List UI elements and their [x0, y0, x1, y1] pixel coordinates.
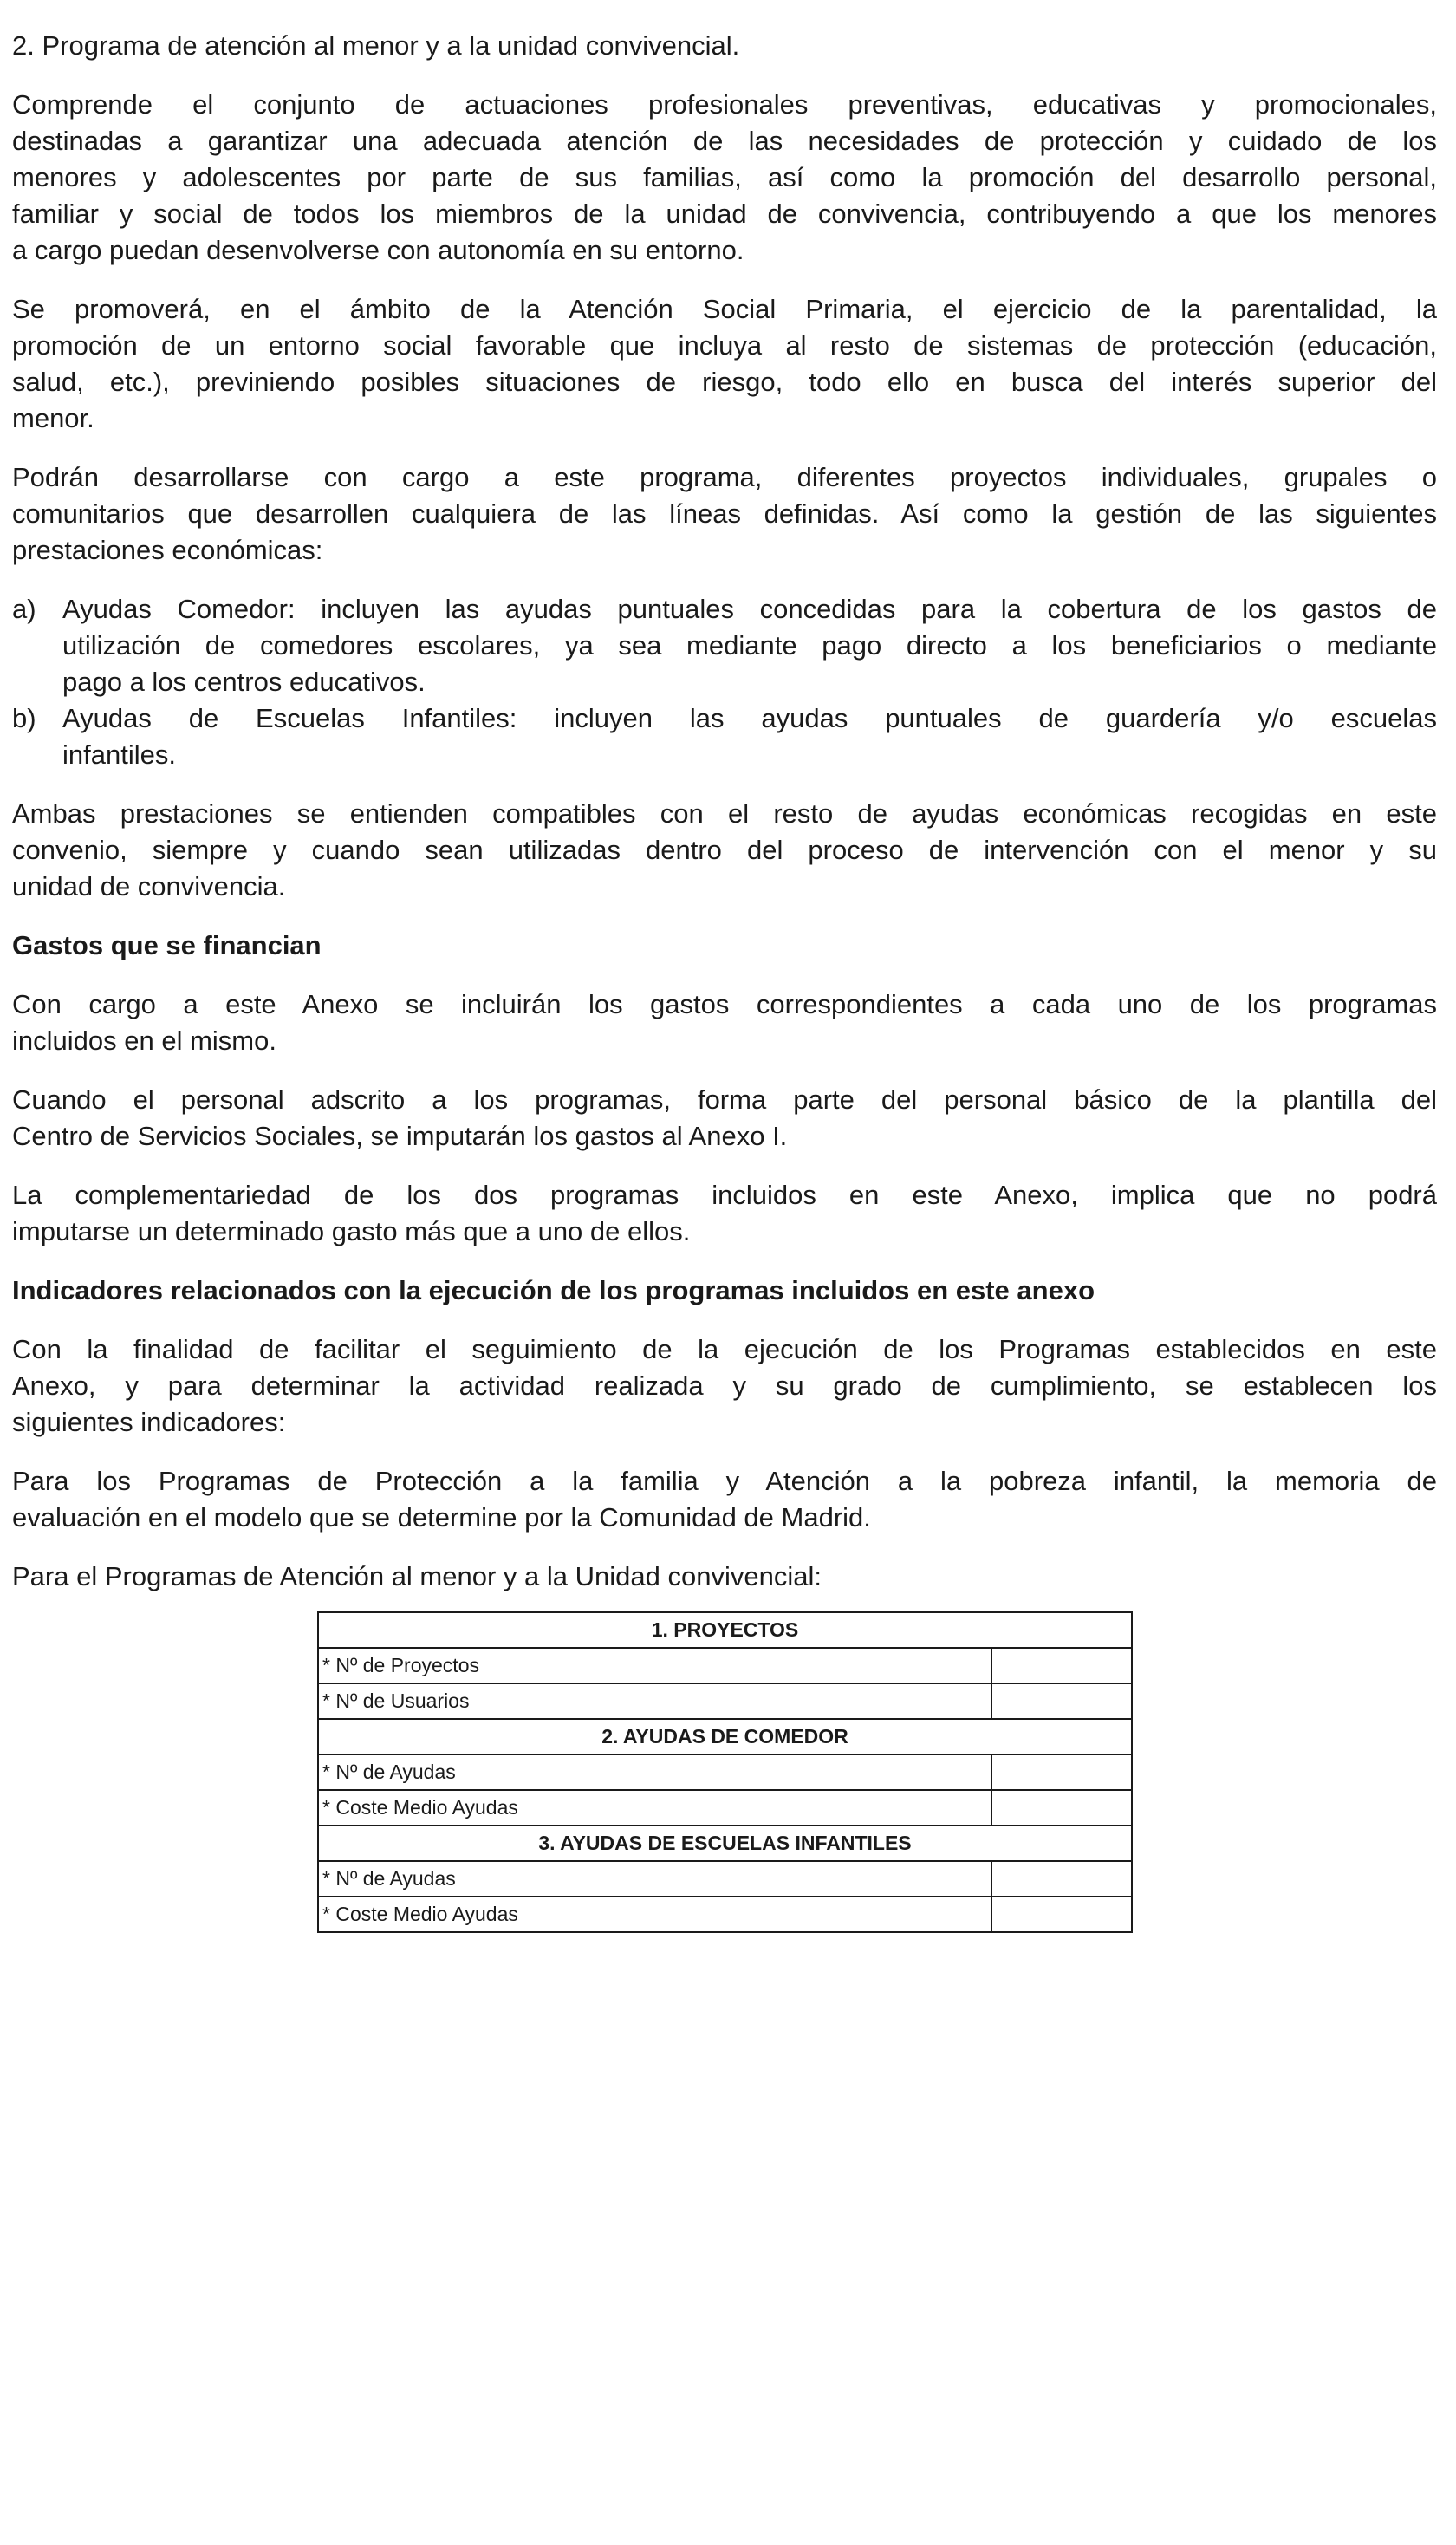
list-item [12, 591, 1437, 700]
text-line: incluidos en el mismo. [12, 1025, 276, 1056]
subheading-gastos: Gastos que se financian [12, 930, 322, 960]
indicators-table [317, 1611, 1133, 1933]
text-line: unidad de convivencia. [12, 871, 286, 901]
text-line: infantiles. [62, 739, 176, 770]
indicator-label: * Nº de Usuarios [318, 1683, 991, 1719]
text-line: Cuando el personal adscrito a los programas, forma parte del personal básico de la plantilla del [12, 1084, 1437, 1115]
benefits-list [12, 591, 1437, 773]
table-row [318, 1897, 1132, 1932]
text-line: convenio, siempre y cuando sean utilizadas dentro del proceso de intervención con el menor y su [12, 835, 1437, 865]
indicator-value-cell [991, 1754, 1132, 1790]
text-line: comunitarios que desarrollen cualquiera de las líneas definidas. Así como la gestión de las siguientes [12, 498, 1437, 529]
indicator-label: * Coste Medio Ayudas [318, 1790, 991, 1826]
text-line: a cargo puedan desenvolverse con autonomía en su entorno. [12, 235, 744, 265]
text-line: Se promoverá, en el ámbito de la Atención Social Primaria, el ejercicio de la parentalidad, la [12, 294, 1437, 324]
table-row [318, 1790, 1132, 1826]
indicator-label: * Nº de Ayudas [318, 1754, 991, 1790]
text-line: utilización de comedores escolares, ya sea mediante pago directo a los beneficiarios o mediante [62, 630, 1437, 661]
list-marker: b) [12, 703, 36, 733]
text-line: Anexo, y para determinar la actividad realizada y su grado de cumplimiento, se establecen los [12, 1370, 1437, 1401]
section-heading: 2. Programa de atención al menor y a la unidad convivencial. [12, 30, 740, 61]
text-line: Ayudas Comedor: incluyen las ayudas puntuales concedidas para la cobertura de los gastos de [62, 594, 1437, 624]
paragraph [12, 796, 1437, 905]
indicator-value-cell [991, 1897, 1132, 1932]
indicator-label: * Nº de Ayudas [318, 1861, 991, 1897]
paragraph [12, 1463, 1437, 1536]
text-line: Con cargo a este Anexo se incluirán los gastos correspondientes a cada uno de los programas [12, 989, 1437, 1019]
list-item [12, 700, 1437, 773]
document-body [12, 28, 1437, 1617]
text-line: Comprende el conjunto de actuaciones profesionales preventivas, educativas y promocionales, [12, 89, 1437, 120]
paragraph [12, 291, 1437, 437]
indicator-value-cell [991, 1790, 1132, 1826]
text-line: imputarse un determinado gasto más que a uno de ellos. [12, 1216, 691, 1246]
paragraph [12, 986, 1437, 1059]
text-line: menores y adolescentes por parte de sus familias, así como la promoción del desarrollo personal, [12, 162, 1437, 192]
indicator-value-cell [991, 1683, 1132, 1719]
indicator-label: * Coste Medio Ayudas [318, 1897, 991, 1932]
section-title: 3. AYUDAS DE ESCUELAS INFANTILES [318, 1826, 1132, 1861]
paragraph [12, 1177, 1437, 1250]
text-line: menor. [12, 403, 94, 433]
table-section-header [318, 1719, 1132, 1754]
text-line: Podrán desarrollarse con cargo a este programa, diferentes proyectos individuales, grupales o [12, 462, 1437, 492]
table-section-header [318, 1826, 1132, 1861]
paragraph: Para el Programas de Atención al menor y a la Unidad convivencial: [12, 1561, 822, 1591]
text-line: promoción de un entorno social favorable que incluya al resto de sistemas de protección (educación, [12, 330, 1437, 361]
text-line: Con la finalidad de facilitar el seguimiento de la ejecución de los Programas establecidos en este [12, 1334, 1437, 1364]
indicator-label: * Nº de Proyectos [318, 1648, 991, 1683]
subheading-indicadores: Indicadores relacionados con la ejecución de los programas incluidos en este anexo [12, 1275, 1095, 1305]
paragraph [12, 1082, 1437, 1155]
text-line: salud, etc.), previniendo posibles situaciones de riesgo, todo ello en busca del interés superior del [12, 367, 1437, 397]
text-line: Ambas prestaciones se entienden compatibles con el resto de ayudas económicas recogidas en este [12, 798, 1437, 829]
section-title: 2. AYUDAS DE COMEDOR [318, 1719, 1132, 1754]
table-row [318, 1683, 1132, 1719]
paragraph [12, 1331, 1437, 1441]
text-line: Para los Programas de Protección a la familia y Atención a la pobreza infantil, la memoria de [12, 1466, 1437, 1496]
list-text [62, 700, 1437, 773]
list-marker: a) [12, 594, 36, 624]
text-line: familiar y social de todos los miembros de la unidad de convivencia, contribuyendo a que los menores [12, 199, 1437, 229]
text-line: destinadas a garantizar una adecuada atención de las necesidades de protección y cuidado de los [12, 126, 1437, 156]
indicator-value-cell [991, 1861, 1132, 1897]
table-row [318, 1648, 1132, 1683]
text-line: prestaciones económicas: [12, 535, 323, 565]
text-line: Centro de Servicios Sociales, se imputarán los gastos al Anexo I. [12, 1121, 788, 1151]
text-line: evaluación en el modelo que se determine por la Comunidad de Madrid. [12, 1502, 871, 1533]
text-line: Ayudas de Escuelas Infantiles: incluyen las ayudas puntuales de guardería y/o escuelas [62, 703, 1437, 733]
paragraph [12, 459, 1437, 569]
paragraph [12, 87, 1437, 269]
list-text [62, 591, 1437, 700]
section-title: 1. PROYECTOS [318, 1612, 1132, 1648]
text-line: pago a los centros educativos. [62, 667, 426, 697]
indicator-value-cell [991, 1648, 1132, 1683]
table-row [318, 1754, 1132, 1790]
table-row [318, 1861, 1132, 1897]
text-line: La complementariedad de los dos programas incluidos en este Anexo, implica que no podrá [12, 1180, 1437, 1210]
text-line: siguientes indicadores: [12, 1407, 286, 1437]
table-section-header [318, 1612, 1132, 1648]
